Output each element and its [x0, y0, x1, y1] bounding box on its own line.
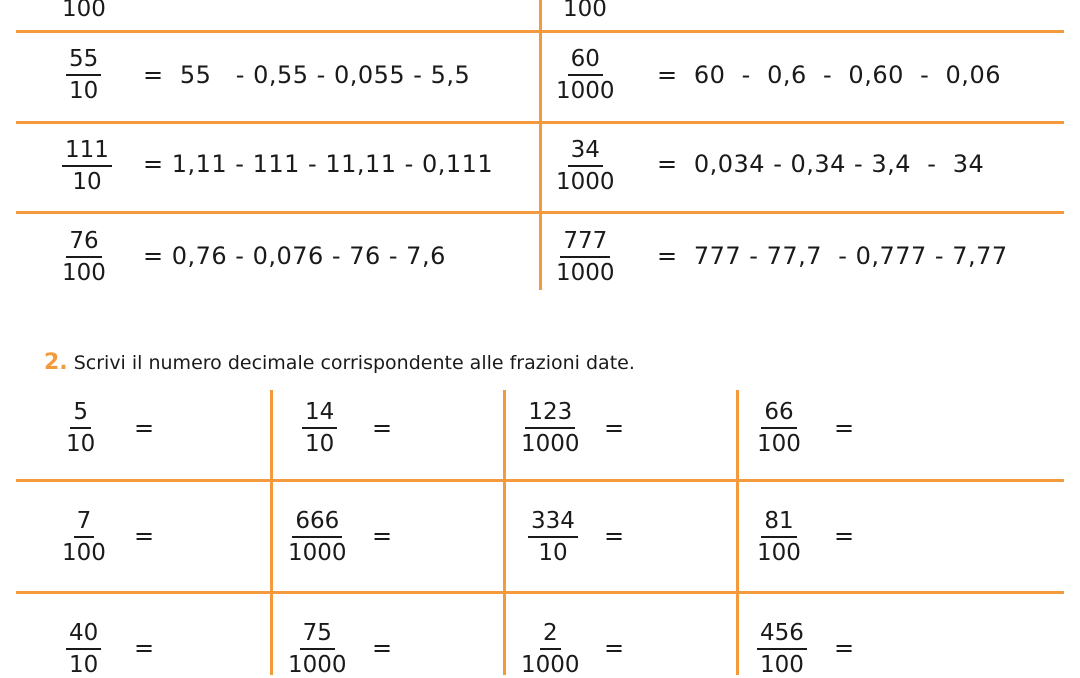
fraction	[62, 0, 106, 21]
equals-sign: =	[604, 522, 625, 550]
fraction-numerator: 81	[761, 510, 796, 538]
fraction-denominator: 10	[69, 652, 99, 678]
fraction-numerator: 66	[761, 401, 796, 429]
fraction-denominator: 1000	[556, 78, 615, 104]
equals-sign: =	[134, 522, 155, 550]
fraction	[66, 622, 101, 677]
fraction-denominator: 10	[69, 78, 99, 104]
fraction	[288, 622, 347, 677]
fraction-denominator: 100	[563, 0, 607, 22]
instruction-text: Scrivi il numero decimale corrispondente alle frazioni date.	[73, 352, 635, 374]
fraction-denominator: 100	[760, 652, 804, 678]
fraction-denominator: 10	[305, 431, 335, 457]
equals-sign: =	[604, 414, 625, 442]
answer-choices: = 1,11 - 111 - 11,11 - 0,111	[143, 150, 494, 178]
fraction-numerator: 777	[560, 230, 610, 258]
fraction-numerator: 76	[66, 230, 101, 258]
fraction	[563, 0, 607, 21]
fraction-denominator: 1000	[288, 540, 347, 566]
fraction	[62, 510, 106, 565]
exercise-instruction	[44, 350, 635, 375]
fraction-denominator: 100	[62, 260, 106, 286]
fraction	[66, 48, 101, 103]
equals-sign: =	[372, 414, 393, 442]
fraction	[757, 401, 801, 456]
fraction-denominator: 10	[66, 431, 96, 457]
fraction	[556, 139, 615, 194]
table-rule	[16, 591, 1064, 594]
fraction	[556, 230, 615, 285]
fraction-numerator: 75	[300, 622, 335, 650]
fraction-denominator: 10	[538, 540, 568, 566]
fraction	[66, 401, 95, 456]
fraction	[62, 139, 112, 194]
answer-choices: = 777 - 77,7 - 0,777 - 7,77	[657, 242, 1008, 270]
fraction	[521, 401, 580, 456]
fraction-numerator: 60	[568, 48, 603, 76]
table-divider	[736, 390, 739, 675]
exercise-number: 2.	[44, 350, 68, 375]
fraction-numerator: 334	[528, 510, 578, 538]
equals-sign: =	[834, 634, 855, 662]
fraction-numerator: 40	[66, 622, 101, 650]
fraction	[521, 622, 580, 677]
fraction-denominator: 1000	[556, 169, 615, 195]
fraction-numerator: 7	[74, 510, 95, 538]
fraction-denominator: 1000	[521, 652, 580, 678]
fraction-denominator: 1000	[288, 652, 347, 678]
fraction-numerator: 14	[302, 401, 337, 429]
fraction-denominator: 100	[62, 0, 106, 22]
fraction-numerator: 123	[525, 401, 575, 429]
answer-choices: = 0,034 - 0,34 - 3,4 - 34	[657, 150, 985, 178]
answer-choices: = 60 - 0,6 - 0,60 - 0,06	[657, 61, 1001, 89]
table-rule	[16, 479, 1064, 482]
fraction-numerator: 666	[292, 510, 342, 538]
equals-sign: =	[834, 522, 855, 550]
fraction	[288, 510, 347, 565]
fraction-numerator: 456	[757, 622, 807, 650]
answer-choices: = 0,76 - 0,076 - 76 - 7,6	[143, 242, 446, 270]
table-divider	[270, 390, 273, 675]
table-divider	[503, 390, 506, 675]
fraction-denominator: 100	[62, 540, 106, 566]
equals-sign: =	[372, 634, 393, 662]
fraction-denominator: 10	[72, 169, 102, 195]
fraction-numerator: 55	[66, 48, 101, 76]
fraction-numerator: 5	[70, 401, 91, 429]
fraction	[556, 48, 615, 103]
equals-sign: =	[372, 522, 393, 550]
fraction	[62, 230, 106, 285]
answer-choices: = 55 - 0,55 - 0,055 - 5,5	[143, 61, 471, 89]
fraction-numerator: 111	[62, 139, 112, 167]
fraction-denominator: 100	[757, 431, 801, 457]
equals-sign: =	[834, 414, 855, 442]
fraction-denominator: 100	[757, 540, 801, 566]
fraction-numerator: 2	[540, 622, 561, 650]
fraction-denominator: 1000	[556, 260, 615, 286]
equals-sign: =	[604, 634, 625, 662]
equals-sign: =	[134, 414, 155, 442]
equals-sign: =	[134, 634, 155, 662]
fraction	[302, 401, 337, 456]
fraction-numerator: 34	[568, 139, 603, 167]
fraction	[757, 510, 801, 565]
table-divider	[539, 0, 542, 290]
fraction-denominator: 1000	[521, 431, 580, 457]
fraction	[528, 510, 578, 565]
fraction	[757, 622, 807, 677]
